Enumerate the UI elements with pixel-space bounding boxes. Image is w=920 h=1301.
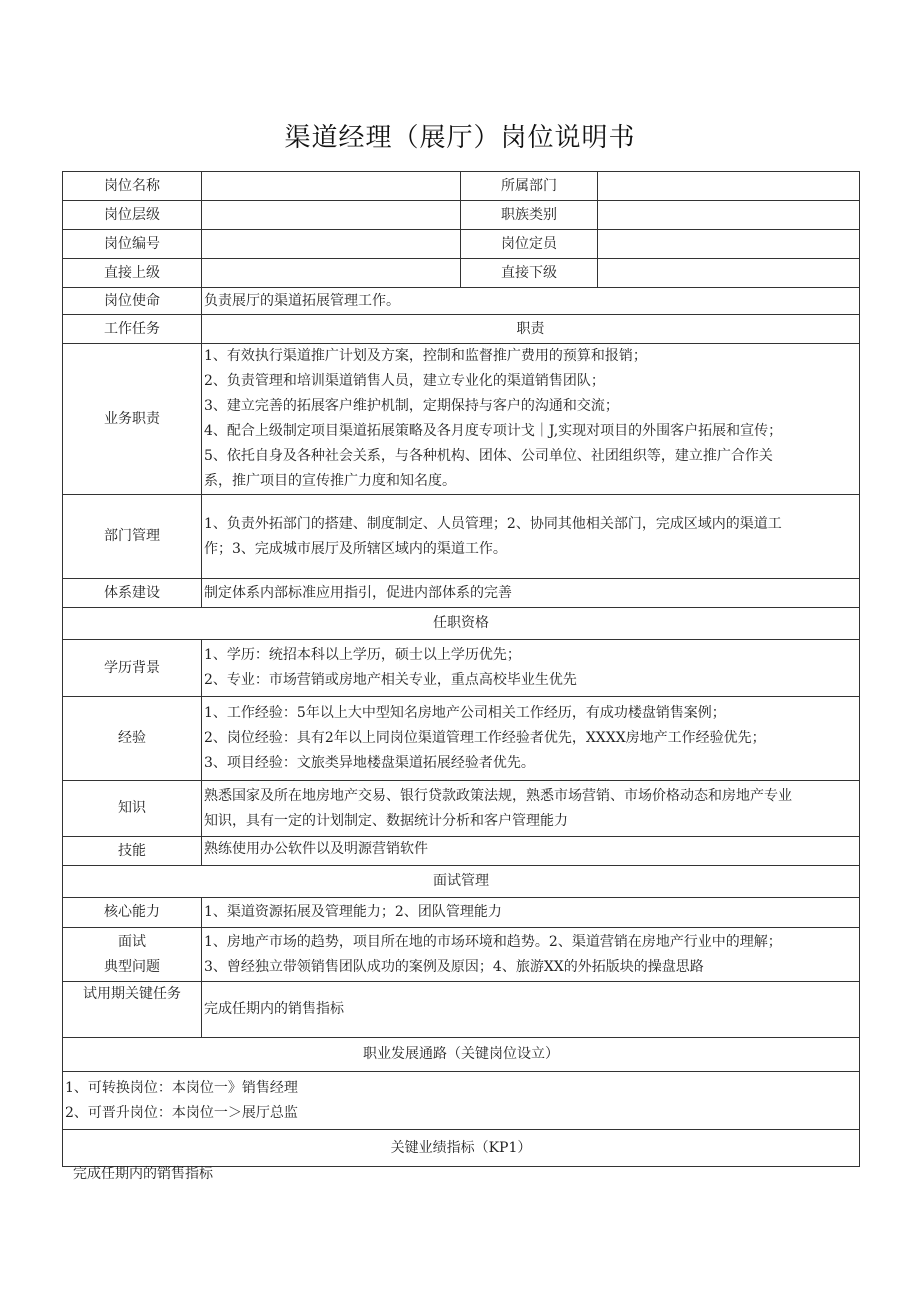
list-item: 1、房地产市场的趋势，项目所在地的市场环境和趋势。2、渠道营销在房地产行业中的理解； [204,933,782,950]
list-item: 1、可转换岗位：本岗位一》销售经理 [65,1079,298,1096]
interview-header: 面试管理 [63,866,860,898]
list-item: 熟悉国家及所在地房地产交易、银行贷款政策法规，熟悉市场营销、市场价格动态和房地产专业 [204,787,792,804]
skill-value: 熟练使用办公软件以及明源营销软件 [202,837,860,866]
position-name-value [202,172,461,201]
table-row [63,495,860,579]
qualification-header: 任职资格 [63,608,860,640]
table-row [63,1072,860,1130]
system-building-value: 制定体系内部标准应用指引，促进内部体系的完善 [202,579,860,608]
system-building-label: 体系建设 [63,579,202,608]
list-item: 1、负责外拓部门的搭建、制度制定、人员管理；2、协同其他相关部门，完成区域内的渠道工 [204,515,782,532]
mission-label: 岗位使命 [63,288,202,315]
table-row [63,866,860,898]
headcount-label: 岗位定员 [461,230,598,259]
interview-questions-content [202,928,860,982]
table-row [63,315,860,344]
direct-superior-label: 直接上级 [63,259,202,288]
experience-content [202,697,860,781]
mission-value: 负责展厅的渠道拓展管理工作。 [202,288,860,315]
interview-questions-label: 面试 典型问题 [63,928,202,982]
list-item: 2、负责管理和培训渠道销售人员，建立专业化的渠道销售团队； [204,373,605,389]
table-row [63,982,860,1038]
table-row [63,288,860,315]
department-value [598,172,860,201]
kpi-header: 关键业绩指标（KP1） [63,1130,860,1167]
list-item: 3、曾经独立带领销售团队成功的案例及原因；4、旅游XX的外拓版块的操盘思路 [204,958,704,975]
position-level-label: 岗位层级 [63,201,202,230]
duties-header: 职责 [202,315,860,344]
position-code-label: 岗位编号 [63,230,202,259]
table-row [63,781,860,837]
experience-label: 经验 [63,697,202,781]
list-item: 4、配合上级制定项目渠道拓展策略及各月度专项计戈｜J,实现对项目的外围客户拓展和宣传； [204,423,783,439]
list-item: 2、岗位经验：具有2年以上同岗位渠道管理工作经验者优先，XXXX房地产工作经验优先； [204,730,766,746]
list-item: 1、有效执行渠道推广计划及方案，控制和监督推广费用的预算和报销； [204,348,647,364]
table-row [63,230,860,259]
direct-superior-value [202,259,461,288]
list-item: 2、专业：市场营销或房地产相关专业，重点高校毕业生优先 [204,672,577,688]
table-row [63,640,860,697]
direct-subordinate-value [598,259,860,288]
probation-task-label: 试用期关键任务 [63,982,202,1038]
table-row [63,608,860,640]
core-ability-value: 1、渠道资源拓展及管理能力；2、团队管理能力 [202,898,860,928]
skill-label: 技能 [63,837,202,866]
table-row [63,898,860,928]
education-content [202,640,860,697]
list-item: 1、学历：统招本科以上学历，硕士以上学历优先； [204,647,521,663]
direct-subordinate-label: 直接下级 [461,259,598,288]
list-item: 1、工作经验：5年以上大中型知名房地产公司相关工作经历，有成功楼盘销售案例； [204,705,726,721]
position-name-label: 岗位名称 [63,172,202,201]
dept-management-content [202,495,860,579]
list-item: 系，推广项目的宣传推广力度和知名度。 [204,473,456,489]
list-item: 作；3、完成城市展厅及所辖区域内的渠道工作。 [204,540,507,557]
table-row [63,172,860,201]
table-row [63,201,860,230]
kpi-content: 完成任期内的销售指标 [73,1166,213,1182]
career-path-header: 职业发展通路（关键岗位设立） [63,1038,860,1072]
table-row [63,344,860,495]
list-item: 3、项目经验：文旅类异地楼盘渠道拓展经验者优先。 [204,755,535,771]
department-label: 所属部门 [461,172,598,201]
probation-task-value: 完成任期内的销售指标 [202,982,860,1038]
tasks-header-label: 工作任务 [63,315,202,344]
position-code-value [202,230,461,259]
headcount-value [598,230,860,259]
job-family-value [598,201,860,230]
knowledge-label: 知识 [63,781,202,837]
job-family-label: 职族类别 [461,201,598,230]
business-duties-label: 业务职责 [63,344,202,495]
page-title: 渠道经理（展厅）岗位说明书 [284,123,636,153]
table-row [63,1130,860,1167]
table-row [63,928,860,982]
position-level-value [202,201,461,230]
core-ability-label: 核心能力 [63,898,202,928]
list-item: 2、可晋升岗位：本岗位一＞展厅总监 [65,1104,298,1121]
table-row [63,837,860,866]
table-row [63,697,860,781]
table-row [63,1038,860,1072]
education-label: 学历背景 [63,640,202,697]
table-row [63,579,860,608]
dept-management-label: 部门管理 [63,495,202,579]
career-path-content [63,1072,860,1130]
list-item: 知识，具有一定的计划制定、数据统计分析和客户管理能力 [204,812,568,829]
table-row [63,259,860,288]
job-description-table [62,171,860,1167]
list-item: 5、依托自身及各种社会关系，与各种机构、团体、公司单位、社团组织等，建立推广合作关 [204,448,773,464]
knowledge-content [202,781,860,837]
list-item: 3、建立完善的拓展客户维护机制，定期保持与客户的沟通和交流； [204,398,619,414]
business-duties-content [202,344,860,495]
